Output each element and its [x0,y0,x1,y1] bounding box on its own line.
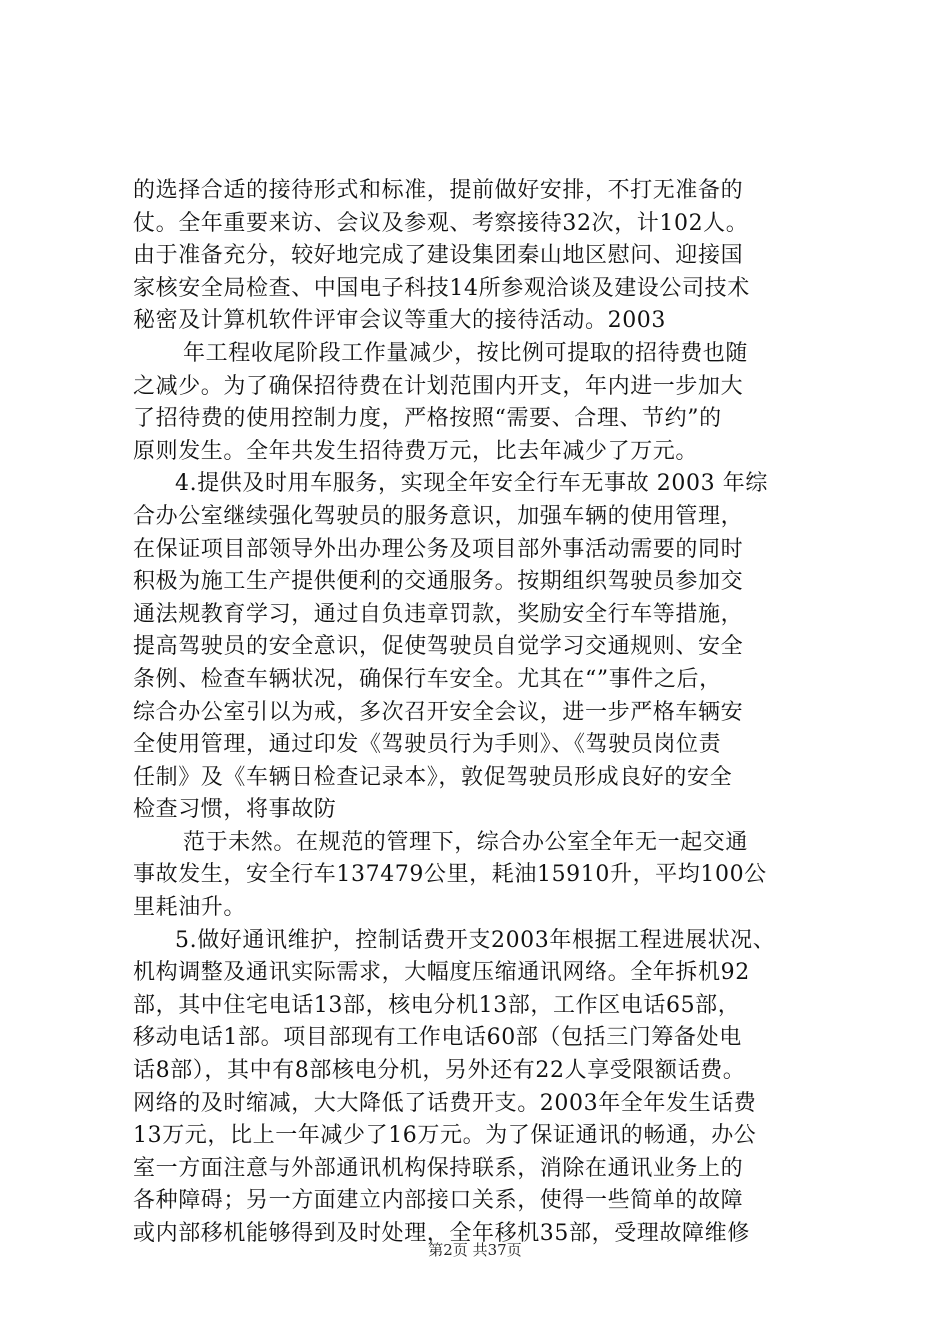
text-line: 合办公室继续强化驾驶员的服务意识，加强车辆的使用管理， [133,503,744,529]
text-line: 4.提供及时用车服务，实现全年安全行车无事故 2003 年综 [175,471,768,497]
text-line: 机构调整及通讯实际需求，大幅度压缩通讯网络。全年拆机92 [133,960,750,986]
text-line: 的选择合适的接待形式和标准，提前做好安排，不打无准备的 [133,178,744,203]
text-line: 原则发生。全年共发生招待费万元，比去年减少了万元。 [133,438,699,464]
text-line: 检查习惯，将事故防 [133,797,337,823]
text-line: 里耗油升。 [133,895,247,921]
text-line: 提高驾驶员的安全意识，促使驾驶员自觉学习交通规则、安全 [133,634,744,660]
text-line: 之减少。为了确保招待费在计划范围内开支，年内进一步加大 [133,373,744,399]
text-line: 家核安全局检查、中国电子科技14所参观洽谈及建设公司技术 [133,275,750,301]
text-line: 5.做好通讯维护，控制话费开支2003年根据工程进展状况、 [175,927,776,953]
text-line: 网络的及时缩减，大大降低了话费开支。2003年全年发生话费 [133,1090,757,1116]
text-line: 仗。全年重要来访、会议及参观、考察接待32次，计102人。 [133,210,749,236]
text-line: 通法规教育学习，通过自负违章罚款，奖励安全行车等措施， [133,601,744,627]
text-line: 综合办公室引以为戒，多次召开安全会议，进一步严格车辆安 [133,699,744,725]
text-line: 范于未然。在规范的管理下，综合办公室全年无一起交通 [183,829,749,855]
text-line: 年工程收尾阶段工作量减少，按比例可提取的招待费也随 [183,340,749,366]
text-line: 任制》及《车辆日检查记录本》，敦促驾驶员形成良好的安全 [133,764,733,790]
text-line: 事故发生，安全行车137479公里，耗油15910升，平均100公 [133,862,767,888]
text-line: 秘密及计算机软件评审会议等重大的接待活动。2003 [133,308,666,334]
text-line: 全使用管理，通过印发《驾驶员行为手则》、《驾驶员岗位责 [133,732,722,758]
text-line: 由于准备充分，较好地完成了建设集团秦山地区慰问、迎接国 [133,243,744,269]
text-line: 13万元，比上一年减少了16万元。为了保证通讯的畅通，办公 [133,1123,757,1149]
text-line: 或内部移机能够得到及时处理，全年移机35部，受理故障维修 [133,1221,750,1246]
text-line: 话8部），其中有8部核电分机，另外还有22人享受限额话费。 [133,1058,746,1084]
text-line: 室一方面注意与外部通讯机构保持联系，消除在通讯业务上的 [133,1155,744,1181]
text-line: 移动电话1部。项目部现有工作电话60部（包括三门筹备处电 [133,1025,742,1051]
text-line: 条例、检查车辆状况，确保行车安全。尤其在“”事件之后， [133,666,722,692]
text-line: 部，其中住宅电话13部，核电分机13部，工作区电话65部， [133,992,741,1018]
body-text [133,175,838,1251]
text-line: 了招待费的使用控制力度，严格按照“需要、合理、节约”的 [133,406,722,432]
text-line: 各种障碍；另一方面建立内部接口关系，使得一些简单的故障 [133,1188,744,1214]
page-number-footer: 第2页 共37页 [428,1241,522,1259]
text-line: 积极为施工生产提供便利的交通服务。按期组织驾驶员参加交 [133,569,744,595]
text-line: 在保证项目部领导外出办理公务及项目部外事活动需要的同时 [133,536,744,562]
